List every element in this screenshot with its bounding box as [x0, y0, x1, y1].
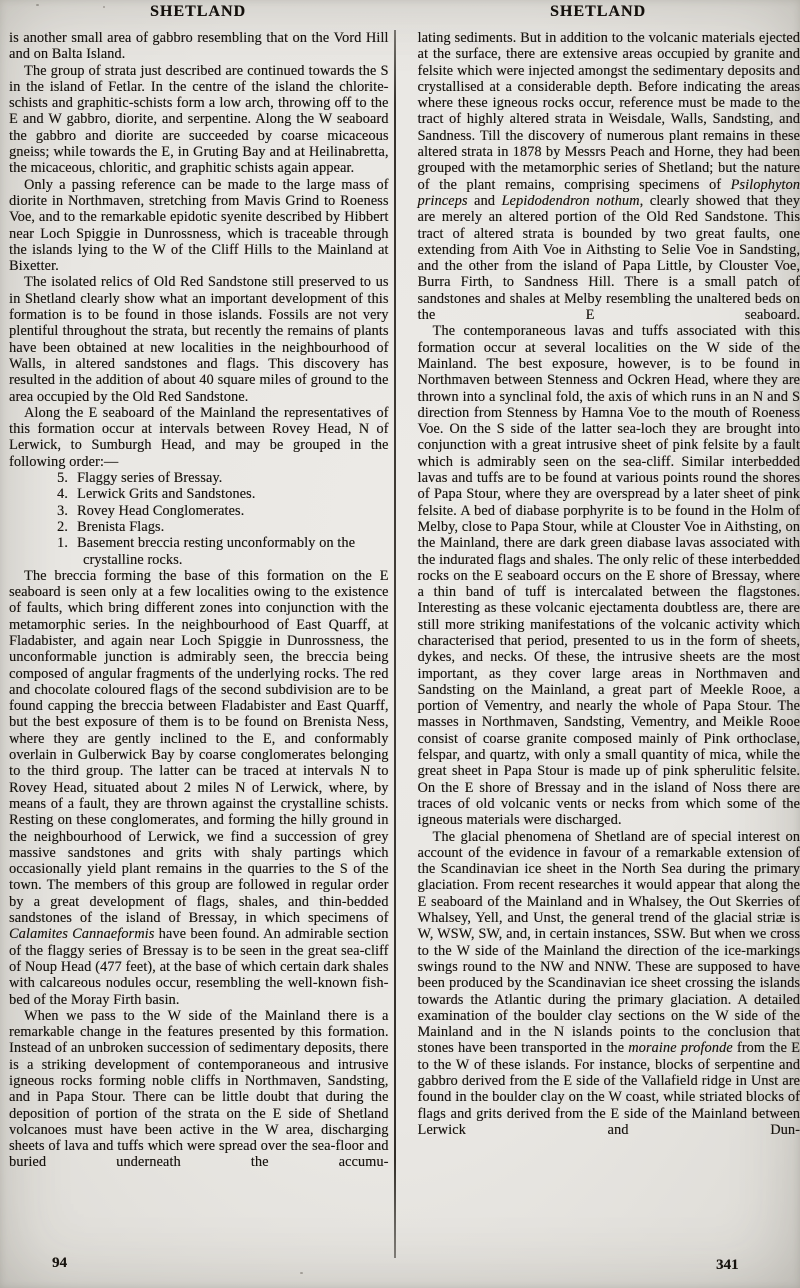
- paragraph-old-red-sandstone: The isolated relics of Old Red Sandstone still preserved to us in Shetland clearly show what an important development of this formation is to be found in those islands. Fossils are not very plentiful throughout the strata, but recently the remains of plants have been obtained at new localities in the neighbourhood of Walls, in altered sandstones and flags. This discovery has resulted in the addition of about 40 square miles of ground to the area occupied by the Old Red Sandstone.: [9, 274, 389, 405]
- page-number-left: 94: [52, 1255, 67, 1271]
- list-item-number: 4.: [57, 486, 68, 503]
- list-item-number: 3.: [57, 502, 68, 519]
- paragraph-glacial-phenomena: [418, 829, 800, 1139]
- scan-speck: [300, 1272, 303, 1274]
- paragraph-text: lating sediments. But in addition to the volcanic materials ejected at the surface, there are extensive areas occupied by granite and felsite which were injected amongst the sedimentary deposits and crystallised at a considerable depth. Before indicating the areas where these igneous rocks occur, reference must be made to the tract of highly altered strata in Weisdale, Walls, Sandsting, and Sandness. Till the discovery of numerous plant remains in these altered strata in 1878 by Messrs Peach and Horne, they had been grouped with the metamorphic series of Shetland; but the nature of the plant remains, comprising specimens of: [417, 30, 800, 193]
- running-head-right: SHETLAND: [549, 3, 647, 20]
- list-item-4: [57, 486, 389, 502]
- left-column: [9, 30, 389, 1171]
- paragraph-gabbro-continuation: is another small area of gabbro resembling that on the Vord Hill and on Balta Island.: [9, 30, 389, 63]
- list-item-label: Lerwick Grits and Sandstones.: [77, 486, 256, 503]
- running-head-left: SHETLAND: [149, 3, 247, 20]
- species-name-calamites: Calamites Cannaeformis: [9, 926, 155, 943]
- paragraph-w-side-mainland: When we pass to the W side of the Mainland there is a remarkable change in the features presented by this formation. Instead of an unbroken succession of sedimentary deposits, there is a striking development of contemporaneous and intrusive igneous rocks forming noble cliffs in Northmaven, Sandsting, and in Papa Stour. There can be little doubt that during the deposition of portion of the strata on the E side of Shetland volcanoes must have been active in the W area, discharging sheets of lava and tuffs which were spread over the sea-floor and buried underneath the accumu-: [9, 1007, 389, 1171]
- list-item-number: 2.: [57, 518, 68, 535]
- list-item-label: Brenista Flags.: [77, 518, 165, 535]
- list-item-5: [57, 470, 389, 486]
- paragraph-lavas-tuffs: The contemporaneous lavas and tuffs associated with this formation occur at several localities on the W side of the Mainland. The best exposure, however, is to be found in Northmaven between Stenness and Ockren Head, where they are thrown into a synclinal fold, the axis of which runs in an N and S direction from Stenness by Hamna Voe to the mouth of Roeness Voe. On the S side of the latter sea-loch they are brought into conjunction with a great intrusive sheet of pink felsite by a fault which is admirably seen on the sea-cliff. Similar interbedded lavas and tuffs are to be found at various points round the shores of Papa Stour, where they are overspread by a later sheet of pink felsite. A bed of diabase porphyrite is to be found in the Holm of Melby, close to Papa Stour, while at Clouster Voe in Aithsting, on the Mainland, there are dark green diabase lavas associated with the indurated flags and shales. The only relic of these interbedded rocks on the E seaboard occurs on the E shore of Bressay, where a thin band of tuff is intercalated between the flagstones. Interesting as these volcanic ejectamenta doubtless are, there are still more striking manifestations of the volcanic activity which characterised that period, presented to us in the form of sheets, dykes, and necks. Of these, the intrusive sheets are the most important, as they cover large areas in Northmaven and Sandsting on the Mainland, a great part of Meekle Rooe, a portion of Vementry, and nearly the whole of Papa Stour. The masses in Northmaven, Sandsting, Vementry, and Meikle Rooe consist of coarse granite composed mainly of Pink orthoclase, felspar, and quartz, with only a small quantity of mica, while the great sheet in Papa Stour is made up of pink spherulitic felsite. On the E shore of Bressay and in the island of Noss there are traces of old volcanic vents or necks from which some of the igneous materials were discharged.: [417, 323, 800, 829]
- strata-order-list: [57, 470, 389, 568]
- species-name-psilophyton: Psilophyton princeps: [417, 176, 800, 209]
- species-name-lepidodendron: Lepidodendron nothum: [501, 192, 640, 209]
- list-item-label: Flaggy series of Bressay.: [77, 470, 223, 487]
- text-columns: [0, 30, 800, 1171]
- list-item-1: [57, 535, 389, 568]
- paragraph-text: The glacial phenomena of Shetland are of special interest on account of the evidence in favour of a remarkable extension of the Scandinavian ice sheet in the North Sea during the primary glaciation. From recent researches it would appear that along the E seaboard of the Mainland and in Whalsey, the Out Skerries of Whalsey, Yell, and Unst, the general trend of the glacial striæ is W, WSW, SW, and, in certain instances, SSW. But when we cross to the W side of the Mainland the direction of the ice-markings swings round to the NW and NNW. These are supposed to have been produced by the Scandinavian ice sheet crossing the islands towards the Atlantic during the primary glaciation. A detailed examination of the boulder clay sections on the W side of the Mainland and in the N islands points to the conclusion that stones have been transported in the: [417, 828, 800, 1057]
- page-number-right: 341: [716, 1257, 739, 1273]
- list-item-2: [57, 519, 389, 535]
- paragraph-e-seaboard-order: Along the E seaboard of the Mainland the representatives of this formation occur at intervals between Rovey Head, N of Lerwick, to Sumburgh Head, and may be grouped in the following order:—: [9, 404, 389, 470]
- paragraph-breccia-base: [9, 568, 389, 1008]
- list-item-number: 5.: [57, 470, 68, 487]
- list-item-3: [57, 503, 389, 519]
- list-item-label: Rovey Head Conglomerates.: [77, 502, 245, 519]
- paragraph-diorite-northmaven: Only a passing reference can be made to the large mass of diorite in Northmaven, stretching from Mavis Grind to Roeness Voe, and to the remarkable epidotic syenite described by Hibbert near Loch Spiggie in Dunrossness, which is traceable through the islands lying to the W of the Cliff Hills to the Mainland at Bixetter.: [9, 176, 389, 275]
- paragraph-volcanic-materials: [418, 30, 800, 323]
- right-column: [418, 30, 800, 1171]
- paragraph-text: from the E to the W of these islands. For instance, blocks of serpentine and gabbro derived from the E side of the Vallafield ridge in Unst are found in the boulder clay on the W coast, while striated blocks of flags and grits derived from the E side of the Mainland between Lerwick and Dun-: [417, 1040, 800, 1138]
- running-heads: [0, 3, 800, 21]
- list-item-number: 1.: [57, 535, 68, 552]
- list-item-label: Basement breccia resting unconformably on the crystalline rocks.: [77, 535, 356, 568]
- term-moraine-profonde: moraine profonde: [628, 1040, 733, 1057]
- paragraph-text: have been found. An admirable section of the flaggy series of Bressay is to be seen in the great sea-cliff of Noup Head (477 feet), at the base of which certain dark shales with calcareous nodules occur, resembling the well-known fish-bed of the Moray Firth basin.: [9, 926, 389, 1008]
- paragraph-text: , clearly showed that they are merely an altered portion of the Old Red Sandstone. This tract of altered strata is bounded by two great faults, one extending from Aith Voe in Aithsting to Selie Voe in Sandsting, and the other from the island of Papa Little, by Clouster Voe, Burra Firth, to Sandness Hill. There is a small patch of sandstones and shales at Melby resembling the unaltered beds on the E seaboard.: [417, 192, 800, 324]
- paragraph-fetlar-strata: The group of strata just described are continued towards the S in the island of Fetlar. In the centre of the island the chlorite-schists and graphitic-schists form a low arch, throwing off to the E and W gabbro, diorite, and serpentine. Along the W seaboard the gabbro and diorite are succeeded by coarse micaceous gneiss; while towards the E, in Gruting Bay and at Heilinabretta, the micaceous, chloritic, and graphitic schists again appear.: [9, 62, 389, 177]
- paragraph-text: and: [467, 192, 502, 209]
- paragraph-text: The breccia forming the base of this formation on the E seaboard is seen only at a few localities owing to the existence of faults, which bring different zones into conjunction with the metamorphic series. In the neighbourhood of East Quarff, at Fladabister, and again near Loch Spiggie in Dunrossness, the unconformable junction is admirably seen, the breccia being composed of angular fragments of the underlying rocks. The red and chocolate coloured flags of the second subdivision are to be found capping the breccia between Fladabister and East Quarff, but the best exposure of them is to be found on Brenista Ness, where they are gently inclined to the E, and conformably overlain in Gulberwick Bay by coarse conglomerates belonging to the third group. The latter can be traced at intervals N to Rovey Head, situated about 2 miles N of Lerwick, where, by means of a fault, they are thrown against the crystalline schists. Resting on these conglomerates, and forming the hilly ground in the neighbourhood of Lerwick, we find a succession of grey massive sandstones and grits with shaly partings which occasionally yield plant remains in the quarries to the S of the town. The members of this group are followed in regular order by a great development of flags, shales, and thin-bedded sandstones of the island of Bressay, in which specimens of: [9, 567, 389, 927]
